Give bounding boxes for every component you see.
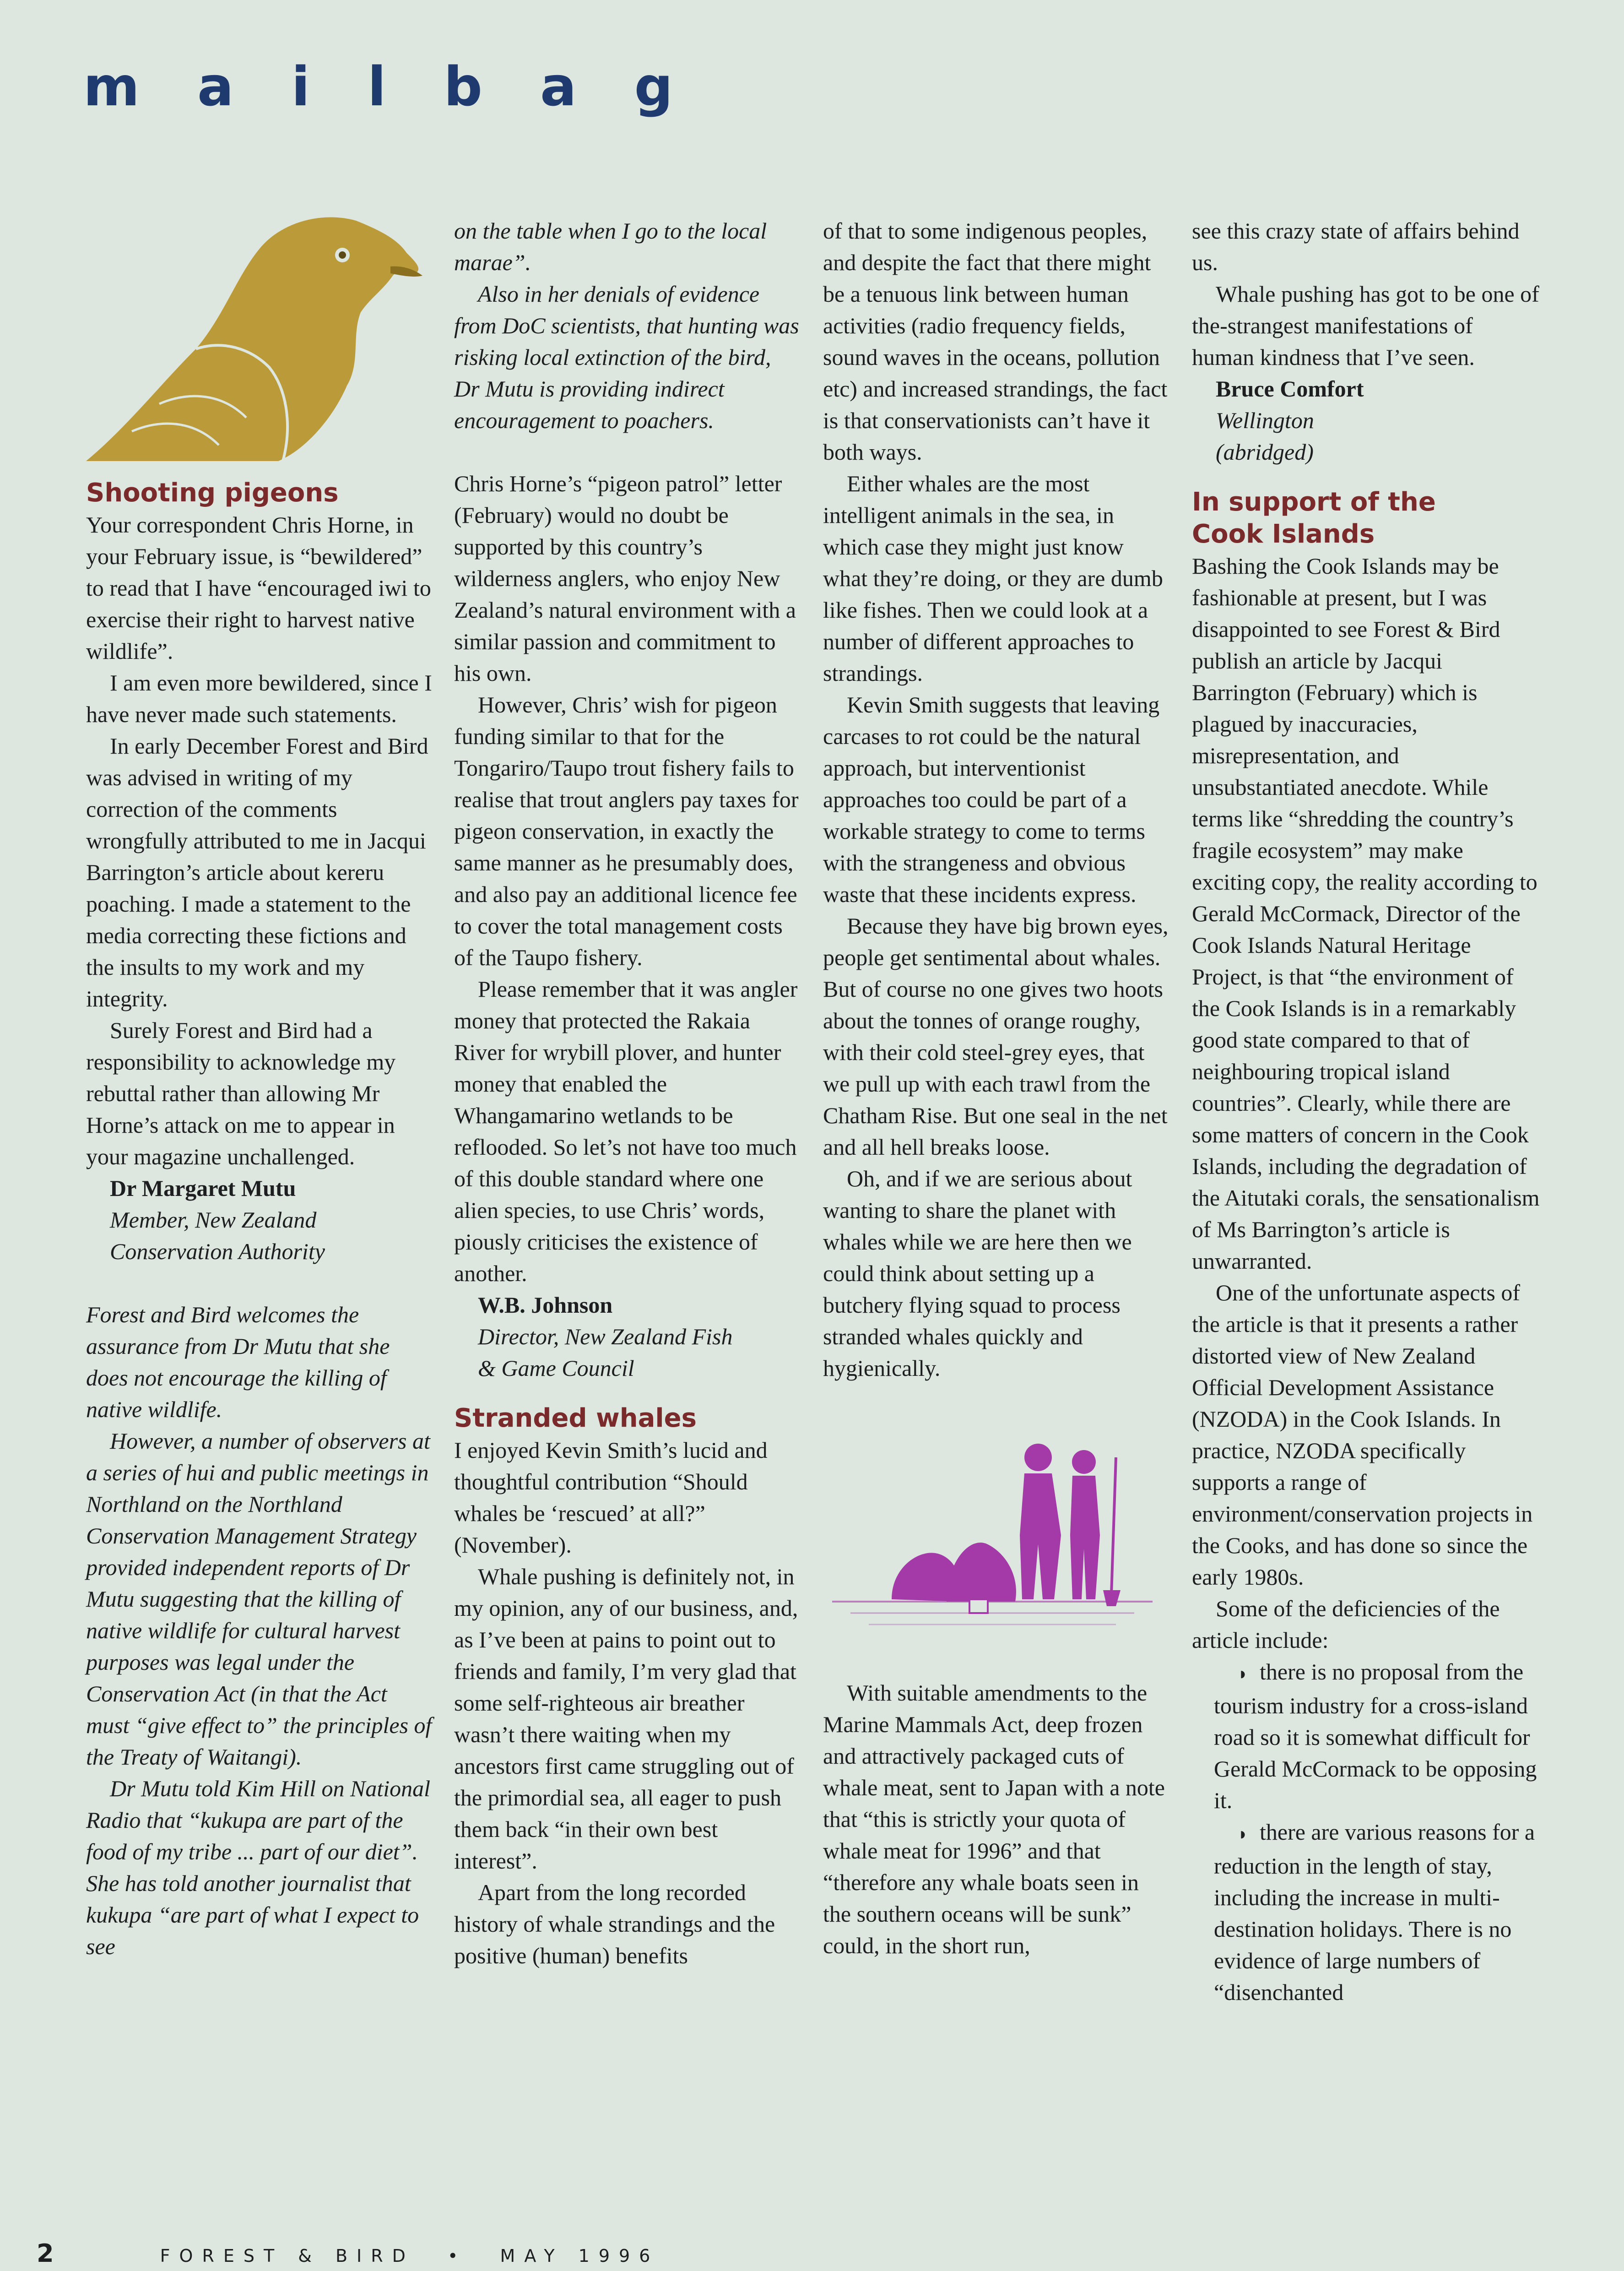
letter-paragraph: Surely Forest and Bird had a responsibility to acknowledge my rebuttal rather than allowing Mr Horne’s attack on me to appear in your magazine unchallenged. [86,1017,396,1169]
pigeon-illustration [86,212,425,468]
footer-separator: • [448,2246,467,2266]
letter-paragraph: Bashing the Cook Islands may be fashionable at present, but I was disappointed to see Forest & Bird publish an article by Jacqui Barrington (February) which is plagued by inaccuracies, misrepresentation, and unsubstantiated anecdote. While terms like “shredding the country’s fragile ecosystem” may make exciting copy, the reality according to Gerald McCormack, Director of the Cook Islands Natural Heritage Project, is that “the environment of the Cook Islands is in a remarkably good state compared to that of neighbouring tropical island countries”. Clearly, while there are some matters of concern in the Cook Islands, including the degradation of the Aitutaki corals, the sensationalism of Ms Barrington’s article is unwarranted. [1192,553,1540,1274]
publication-name: FOREST & BIRD [160,2246,415,2266]
column-4 [1192,215,1540,2008]
letter-paragraph: I enjoyed Kevin Smith’s lucid and thoughtful contribution “Should whales be ‘rescued’ at all?” (November). [454,1437,768,1558]
letter-paragraph: Whale pushing is definitely not, in my opinion, any of our business, and, as I’ve been at pains to point out to friends and family, I’m very glad that some self-righteous air breather wasn’t there waiting when my ancestors first came struggling out of the primordial sea, all eager to push them back “in their own best interest”. [454,1564,798,1874]
letter-paragraph: With suitable amendments to the Marine Mammals Act, deep frozen and attractively packaged cuts of whale meat, sent to Japan with a note that “this is strictly your quota of whale meat for 1996” and that “therefore any whale boats seen in the southern oceans will be sunk” could, in the short run, [823,1680,1165,1958]
signature-name: W.B. Johnson [478,1292,613,1318]
signature-comfort [1192,373,1540,468]
letter-paragraph: Either whales are the most intelligent animals in the sea, in which case they might just know what they’re doing, or they are dumb like fishes. Then we could look at a number of different approaches to strandings. [823,471,1163,686]
column-2 [454,215,802,1972]
bullet-text: there are various reasons for a reduction in the length of stay, including the increase in multi-destination holidays. There is no evidence of large numbers of “disenchanted [1214,1819,1535,2005]
letter-paragraph: Your correspondent Chris Horne, in your February issue, is “bewildered” to read that I have “encouraged iwi to exercise their right to harvest native wildlife”. [86,512,431,664]
editor-reply-paragraph: Also in her denials of evidence from DoC scientists, that hunting was risking local extinction of the bird, Dr Mutu is providing indirect encouragement to poachers. [454,281,799,433]
heading-line: Cook Islands [1192,519,1375,549]
heading-cook-islands [1192,486,1540,550]
letter-paragraph: Kevin Smith suggests that leaving carcases to rot could be the natural approach, but interventionist approaches too could be part of a workable strategy to come to terms with the strangeness and obvious waste that these incidents express. [823,692,1160,907]
page-footer [37,2239,659,2266]
editor-reply-paragraph: Dr Mutu told Kim Hill on National Radio that “kukupa are part of the food of my tribe ... part of our diet”. She has told another journalist that kukupa “are part of what I expect to see [86,1776,431,1959]
bullet-text: there is no proposal from the tourism industry for a cross-island road so it is somewhat difficult for Gerald McCormack to be opposing it. [1214,1659,1537,1813]
signature-role: (abridged) [1216,439,1314,465]
stranded-whales-illustration [823,1398,1162,1654]
letter-paragraph: One of the unfortunate aspects of the article is that it presents a rather distorted view of New Zealand Official Development Assistance (NZODA) in the Cook Islands. In practice, NZODA specifically supports a range of environment/conservation projects in the Cooks, and has done so since the early 1980s. [1192,1280,1533,1590]
bullet-icon: ◗ [1238,1825,1248,1844]
letter-paragraph: Whale pushing has got to be one of the-strangest manifestations of human kindness that I’ve seen. [1192,281,1539,370]
masthead-title: mailbag [83,55,731,118]
letter-paragraph: Chris Horne’s “pigeon patrol” letter (February) would no doubt be supported by this country’s wilderness anglers, who enjoy New Zealand’s natural environment with a similar passion and commitment to his own. [454,471,796,686]
signature-name: Dr Margaret Mutu [110,1175,296,1201]
letter-paragraph: see this crazy state of affairs behind us. [1192,218,1520,275]
signature-role: Member, New Zealand [110,1207,317,1233]
signature-johnson [454,1289,802,1384]
bullet-item [1192,1816,1540,2008]
signature-mutu [86,1173,434,1267]
letter-paragraph: Apart from the long recorded history of whale strandings and the positive (human) benefits [454,1880,775,1968]
letter-paragraph: In early December Forest and Bird was advised in writing of my correction of the comments wrongfully attributed to me in Jacqui Barrington’s article about kereru poaching. I made a statement to the media correcting these fictions and the insults to my work and my integrity. [86,733,428,1011]
signature-role: & Game Council [478,1355,634,1381]
column-3 [823,215,1171,1961]
signature-role: Conservation Authority [110,1239,325,1264]
heading-line: In support of the [1192,487,1436,517]
signature-role: Director, New Zealand Fish [478,1324,733,1349]
signature-role: Wellington [1216,407,1314,433]
letter-paragraph: of that to some indigenous peoples, and despite the fact that there might be a tenuous link between human activities (radio frequency fields, sound waves in the oceans, pollution etc) and increased strandings, the fact is that conservationists can’t have it both ways. [823,218,1168,465]
editor-reply-paragraph: However, a number of observers at a series of hui and public meetings in Northland on the Northland Conservation Management Strategy provided independent reports of Dr Mutu suggesting that the killing of native wildlife for cultural harvest purposes was legal under the Conservation Act (in that the Act must “give effect to” the principles of the Treaty of Waitangi). [86,1428,432,1770]
letter-paragraph: I am even more bewildered, since I have never made such statements. [86,670,432,727]
bullet-icon: ◗ [1238,1664,1248,1684]
signature-name: Bruce Comfort [1216,376,1364,402]
letter-paragraph: Oh, and if we are serious about wanting to share the planet with whales while we are here then we could think about setting up a butchery flying squad to process stranded whales quickly and hygienically. [823,1166,1132,1381]
letter-paragraph: Please remember that it was angler money that protected the Rakaia River for wrybill plover, and hunter money that enabled the Whangamarino wetlands to be reflooded. So let’s not have too much of this double standard where one alien species, to use Chris’ words, piously criticises the existence of another. [454,976,798,1286]
issue-date: MAY 1996 [500,2246,660,2266]
letter-paragraph: Because they have big brown eyes, people get sentimental about whales. But of course no one gives two hoots about the tonnes of orange roughy, with their cold steel-grey eyes, that we pull up with each trawl from the Chatham Rise. But one seal in the net and all hell breaks loose. [823,913,1169,1160]
heading-stranded-whales: Stranded whales [454,1403,697,1433]
page-number: 2 [37,2239,54,2268]
letter-paragraph: However, Chris’ wish for pigeon funding similar to that for the Tongariro/Taupo trout fishery fails to realise that trout anglers pay taxes for pigeon conservation, in exactly the same manner as he presumably does, and also pay an additional licence fee to cover the total management costs of the Taupo fishery. [454,692,799,970]
editor-reply-paragraph: on the table when I go to the local marae”. [454,218,767,275]
bullet-item [1192,1656,1540,1816]
column-1 [86,215,434,1962]
heading-shooting-pigeons: Shooting pigeons [86,478,339,508]
letter-paragraph: Some of the deficiencies of the article include: [1192,1596,1500,1653]
editor-reply-paragraph: Forest and Bird welcomes the assurance from Dr Mutu that she does not encourage the killing of native wildlife. [86,1302,390,1422]
